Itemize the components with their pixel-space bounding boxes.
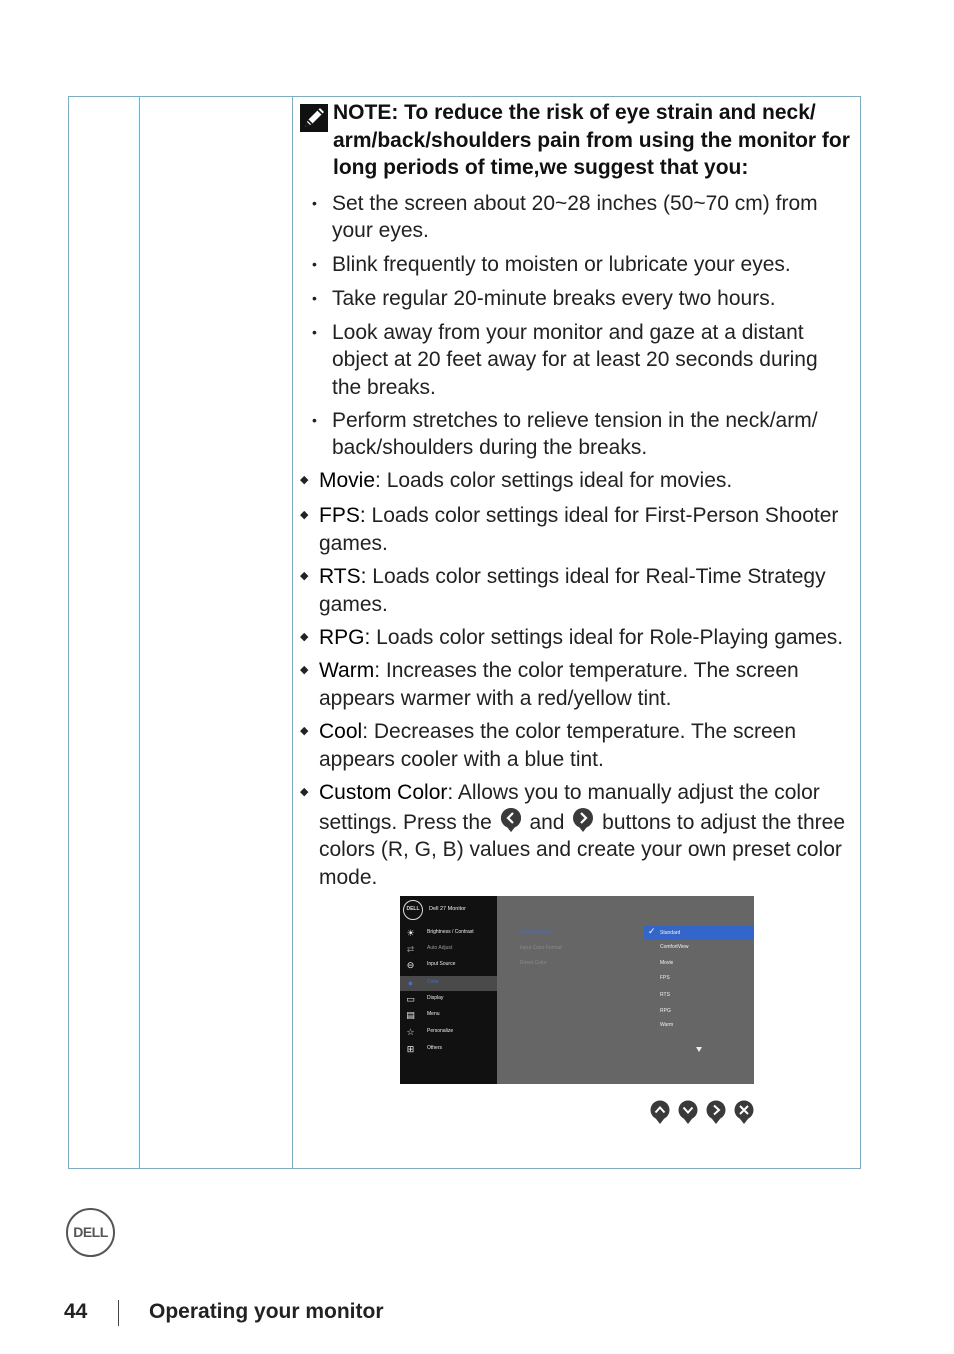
menu-icon: ▤ <box>406 1010 415 1020</box>
mode-item-movie: ◆ Movie: Loads color settings ideal for movies. <box>300 469 733 492</box>
note-pencil-icon <box>300 104 328 132</box>
osd-menu-brightness[interactable]: ☀ Brightness / Contrast <box>400 926 497 941</box>
osd-submenu-input-color-format[interactable]: Input Color Format <box>520 945 562 951</box>
note-title: NOTE: To reduce the risk of eye strain and neck/ arm/back/shoulders pain from using the monitor for long periods of time,we suggest that you: <box>333 101 850 179</box>
mode-item-custom-color: ◆ Custom Color: Allows you to manually adjust the color settings. Press the and buttons to adjust the three colors (R, G, B) values and create your own preset color mode. <box>300 781 846 889</box>
page-number: 44 <box>64 1300 88 1323</box>
osd-menu-display[interactable]: ▭ Display <box>400 992 497 1007</box>
osd-option-comfortview[interactable]: ComfortView <box>660 944 689 950</box>
osd-menu-others[interactable]: ⊞ Others <box>400 1042 497 1057</box>
star-icon: ☆ <box>406 1027 415 1037</box>
osd-option-warm[interactable]: Warm <box>660 1022 674 1028</box>
osd-option-standard[interactable]: ✓ Standard <box>644 926 754 940</box>
right-button-icon <box>572 807 594 833</box>
dell-logo: DELL <box>66 1208 115 1257</box>
up-button-icon <box>650 1100 670 1125</box>
mode-item-fps: ◆ FPS: Loads color settings ideal for First-Person Shooter games. <box>300 504 839 555</box>
dell-logo: DELL <box>403 900 423 920</box>
left-button-icon <box>500 807 522 833</box>
osd-menu-personalize[interactable]: ☆ Personalize <box>400 1025 497 1040</box>
color-icon: ● <box>407 978 414 988</box>
osd-menu-auto-adjust[interactable]: ⇄ Auto Adjust <box>400 942 497 957</box>
others-icon: ⊞ <box>406 1044 415 1054</box>
mode-item-rts: ◆ RTS: Loads color settings ideal for Real-Time Strategy games. <box>300 565 826 616</box>
osd-menu-input-source[interactable]: ⊖ Input Source <box>400 958 497 973</box>
osd-menu-screenshot <box>400 896 754 1084</box>
right-button-icon <box>706 1100 726 1125</box>
tip-item: • Perform stretches to relieve tension in the neck/arm/ back/shoulders during the breaks. <box>312 409 818 460</box>
osd-sidebar <box>400 896 497 1084</box>
mode-item-cool: ◆ Cool: Decreases the color temperature. The screen appears cooler with a blue tint. <box>300 720 797 771</box>
osd-menu-color[interactable]: ● Color <box>400 976 497 991</box>
checkmark-icon: ✓ <box>648 926 656 936</box>
osd-option-fps[interactable]: FPS <box>660 975 670 981</box>
footer-divider <box>118 1300 119 1326</box>
tip-item: • Set the screen about 20~28 inches (50~70 cm) from your eyes. <box>312 192 818 243</box>
sun-icon: ☀ <box>406 928 415 938</box>
osd-submenu-preset-modes[interactable]: Preset Modes <box>520 930 551 936</box>
down-button-icon <box>678 1100 698 1125</box>
scroll-down-icon[interactable] <box>696 1047 702 1052</box>
osd-option-rts[interactable]: RTS <box>660 992 670 998</box>
display-icon: ▭ <box>406 994 415 1004</box>
osd-option-movie[interactable]: Movie <box>660 960 674 966</box>
osd-title: Dell 27 Monitor <box>429 906 466 912</box>
osd-option-rpg[interactable]: RPG <box>660 1008 671 1014</box>
tip-item: • Look away from your monitor and gaze at a distant object at 20 feet away for at least 20 seconds during the breaks. <box>312 321 818 399</box>
section-title: Operating your monitor <box>149 1300 384 1323</box>
mode-item-warm: ◆ Warm: Increases the color temperature. The screen appears warmer with a red/yellow tint. <box>300 659 799 710</box>
osd-submenu-reset-color[interactable]: Reset Color <box>520 960 547 966</box>
tip-item: • Take regular 20-minute breaks every two hours. <box>312 287 776 310</box>
mode-item-rpg: ◆ RPG: Loads color settings ideal for Role-Playing games. <box>300 626 844 649</box>
input-source-icon: ⊖ <box>406 960 415 970</box>
auto-adjust-icon: ⇄ <box>406 944 415 954</box>
table-column-divider <box>139 97 140 1168</box>
close-button-icon <box>734 1100 754 1125</box>
osd-menu-menu[interactable]: ▤ Menu <box>400 1008 497 1023</box>
table-column-divider <box>292 97 293 1168</box>
tip-item: • Blink frequently to moisten or lubricate your eyes. <box>312 253 791 276</box>
